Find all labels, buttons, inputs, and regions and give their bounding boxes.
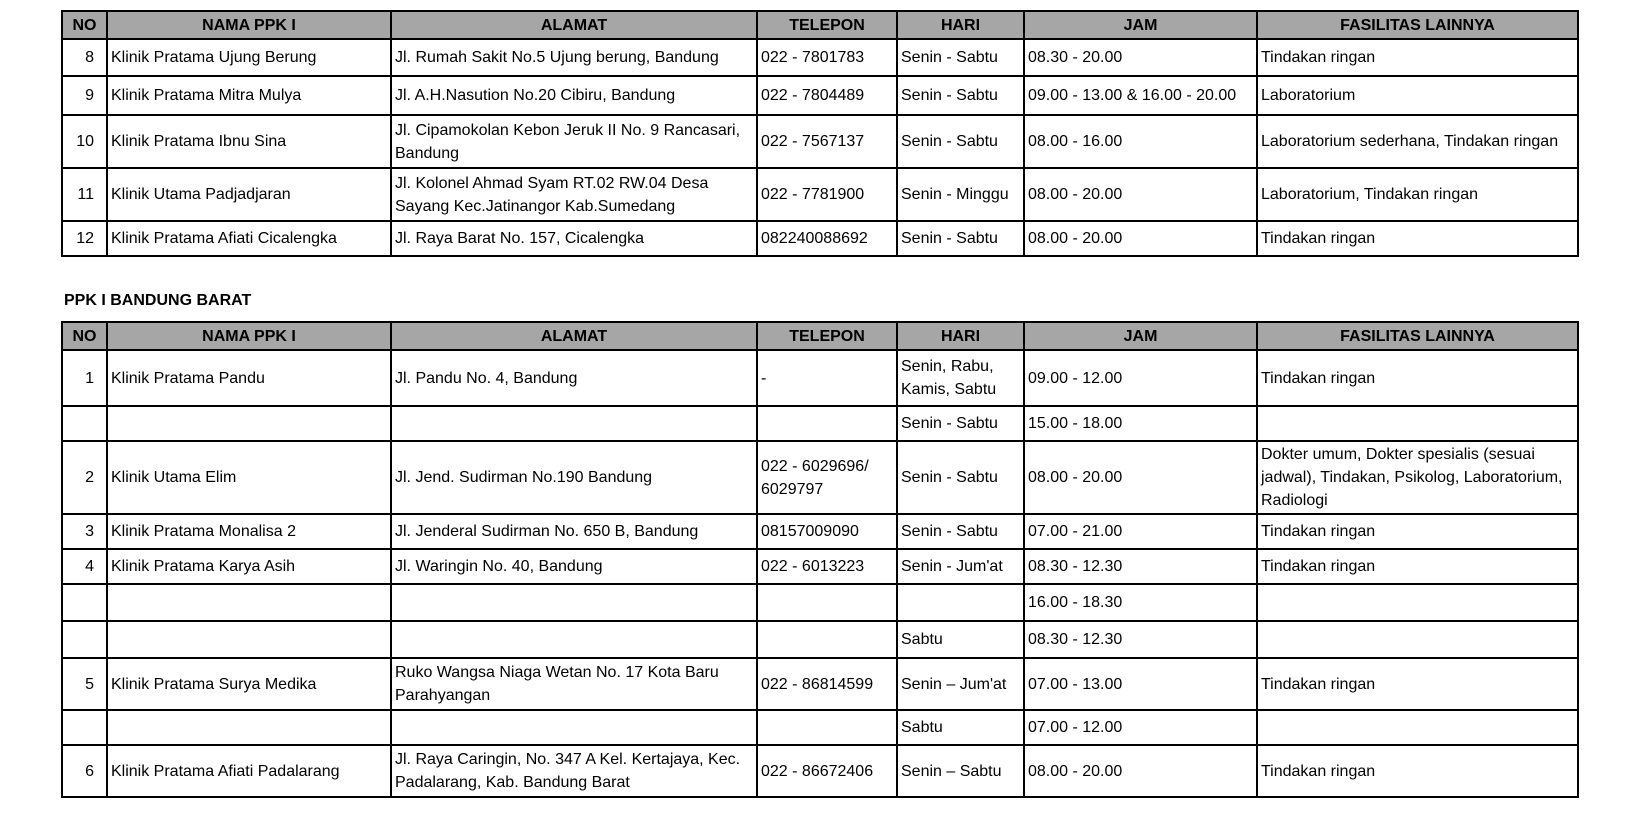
cell-alamat: Jl. Cipamokolan Kebon Jeruk II No. 9 Rancasari, Bandung (391, 115, 757, 168)
cell-telepon: 022 - 7781900 (757, 168, 897, 221)
cell-nama: Klinik Pratama Afiati Cicalengka (107, 221, 391, 256)
table-row (62, 621, 1578, 658)
header-hari: HARI (897, 11, 1024, 39)
table-header-row (62, 11, 1578, 39)
cell-alamat (391, 710, 757, 745)
cell-telepon: 022 - 7801783 (757, 39, 897, 76)
cell-hari (897, 584, 1024, 621)
cell-jam: 08.00 - 20.00 (1024, 745, 1257, 797)
cell-nama (107, 621, 391, 658)
cell-alamat: Ruko Wangsa Niaga Wetan No. 17 Kota Baru Parahyangan (391, 658, 757, 710)
cell-alamat: Jl. Kolonel Ahmad Syam RT.02 RW.04 Desa Sayang Kec.Jatinangor Kab.Sumedang (391, 168, 757, 221)
cell-no: 8 (62, 39, 107, 76)
cell-telepon: 022 - 7567137 (757, 115, 897, 168)
cell-jam: 15.00 - 18.00 (1024, 406, 1257, 441)
table-row (62, 76, 1578, 115)
cell-jam: 08.00 - 20.00 (1024, 221, 1257, 256)
table-row (62, 406, 1578, 441)
cell-jam: 08.30 - 12.30 (1024, 621, 1257, 658)
table-row (62, 514, 1578, 549)
cell-nama (107, 406, 391, 441)
cell-telepon: 022 - 86672406 (757, 745, 897, 797)
cell-telepon: 022 - 6029696/ 6029797 (757, 441, 897, 514)
cell-jam: 08.00 - 20.00 (1024, 441, 1257, 514)
table-row (62, 350, 1578, 406)
cell-alamat: Jl. Pandu No. 4, Bandung (391, 350, 757, 406)
cell-fasilitas (1257, 621, 1578, 658)
cell-telepon: 022 - 86814599 (757, 658, 897, 710)
table-row (62, 221, 1578, 256)
cell-nama: Klinik Pratama Ujung Berung (107, 39, 391, 76)
cell-alamat: Jl. Waringin No. 40, Bandung (391, 549, 757, 584)
cell-nama: Klinik Pratama Surya Medika (107, 658, 391, 710)
cell-nama: Klinik Pratama Pandu (107, 350, 391, 406)
cell-hari: Senin - Sabtu (897, 406, 1024, 441)
cell-nama: Klinik Pratama Ibnu Sina (107, 115, 391, 168)
cell-no: 4 (62, 549, 107, 584)
cell-no: 6 (62, 745, 107, 797)
table-row (62, 549, 1578, 584)
cell-hari: Senin - Sabtu (897, 221, 1024, 256)
header-nama: NAMA PPK I (107, 322, 391, 350)
ppk-table-1 (61, 10, 1579, 257)
table-2-body (62, 350, 1578, 797)
cell-nama: Klinik Utama Elim (107, 441, 391, 514)
cell-no (62, 710, 107, 745)
cell-hari: Senin - Jum'at (897, 549, 1024, 584)
cell-no: 11 (62, 168, 107, 221)
cell-alamat: Jl. A.H.Nasution No.20 Cibiru, Bandung (391, 76, 757, 115)
cell-nama: Klinik Pratama Afiati Padalarang (107, 745, 391, 797)
section-title: PPK I BANDUNG BARAT (64, 292, 252, 309)
cell-alamat: Jl. Jend. Sudirman No.190 Bandung (391, 441, 757, 514)
cell-no: 12 (62, 221, 107, 256)
cell-jam: 07.00 - 13.00 (1024, 658, 1257, 710)
table-1-body (62, 39, 1578, 256)
cell-fasilitas: Tindakan ringan (1257, 39, 1578, 76)
cell-fasilitas: Tindakan ringan (1257, 514, 1578, 549)
cell-telepon: 082240088692 (757, 221, 897, 256)
cell-jam: 08.30 - 12.30 (1024, 549, 1257, 584)
cell-jam: 07.00 - 12.00 (1024, 710, 1257, 745)
cell-nama (107, 584, 391, 621)
table-row (62, 39, 1578, 76)
header-no: NO (62, 11, 107, 39)
cell-fasilitas (1257, 406, 1578, 441)
cell-telepon: 08157009090 (757, 514, 897, 549)
table-row (62, 115, 1578, 168)
cell-no: 5 (62, 658, 107, 710)
header-jam: JAM (1024, 11, 1257, 39)
cell-fasilitas (1257, 710, 1578, 745)
cell-telepon: 022 - 7804489 (757, 76, 897, 115)
cell-hari: Sabtu (897, 621, 1024, 658)
cell-nama: Klinik Utama Padjadjaran (107, 168, 391, 221)
cell-nama: Klinik Pratama Mitra Mulya (107, 76, 391, 115)
cell-fasilitas: Laboratorium, Tindakan ringan (1257, 168, 1578, 221)
cell-telepon (757, 710, 897, 745)
cell-alamat (391, 621, 757, 658)
cell-jam: 08.00 - 16.00 (1024, 115, 1257, 168)
header-telepon: TELEPON (757, 322, 897, 350)
header-alamat: ALAMAT (391, 322, 757, 350)
header-no: NO (62, 322, 107, 350)
cell-fasilitas: Tindakan ringan (1257, 745, 1578, 797)
cell-no (62, 406, 107, 441)
header-fasilitas: FASILITAS LAINNYA (1257, 11, 1578, 39)
cell-telepon: 022 - 6013223 (757, 549, 897, 584)
cell-fasilitas: Tindakan ringan (1257, 658, 1578, 710)
cell-alamat: Jl. Rumah Sakit No.5 Ujung berung, Bandung (391, 39, 757, 76)
cell-jam: 08.00 - 20.00 (1024, 168, 1257, 221)
header-jam: JAM (1024, 322, 1257, 350)
cell-no: 2 (62, 441, 107, 514)
cell-no: 1 (62, 350, 107, 406)
header-telepon: TELEPON (757, 11, 897, 39)
cell-no: 3 (62, 514, 107, 549)
cell-jam: 09.00 - 12.00 (1024, 350, 1257, 406)
cell-no (62, 621, 107, 658)
cell-fasilitas: Laboratorium (1257, 76, 1578, 115)
cell-jam: 09.00 - 13.00 & 16.00 - 20.00 (1024, 76, 1257, 115)
cell-nama (107, 710, 391, 745)
cell-hari: Senin - Sabtu (897, 76, 1024, 115)
cell-hari: Senin – Jum'at (897, 658, 1024, 710)
cell-alamat (391, 406, 757, 441)
cell-hari: Senin – Sabtu (897, 745, 1024, 797)
header-nama: NAMA PPK I (107, 11, 391, 39)
cell-hari: Senin - Sabtu (897, 115, 1024, 168)
header-fasilitas: FASILITAS LAINNYA (1257, 322, 1578, 350)
cell-no: 10 (62, 115, 107, 168)
cell-hari: Senin - Minggu (897, 168, 1024, 221)
cell-alamat: Jl. Raya Caringin, No. 347 A Kel. Kertajaya, Kec. Padalarang, Kab. Bandung Barat (391, 745, 757, 797)
cell-hari: Senin - Sabtu (897, 514, 1024, 549)
table-row (62, 710, 1578, 745)
header-hari: HARI (897, 322, 1024, 350)
cell-fasilitas: Dokter umum, Dokter spesialis (sesuai jadwal), Tindakan, Psikolog, Laboratorium, Radiologi (1257, 441, 1578, 514)
table-row (62, 658, 1578, 710)
cell-telepon: - (757, 350, 897, 406)
cell-fasilitas: Tindakan ringan (1257, 549, 1578, 584)
table-row (62, 441, 1578, 514)
ppk-table-2 (61, 321, 1579, 798)
cell-hari: Senin - Sabtu (897, 441, 1024, 514)
table-header-row (62, 322, 1578, 350)
cell-alamat: Jl. Jenderal Sudirman No. 650 B, Bandung (391, 514, 757, 549)
cell-nama: Klinik Pratama Monalisa 2 (107, 514, 391, 549)
cell-alamat (391, 584, 757, 621)
cell-hari: Senin, Rabu, Kamis, Sabtu (897, 350, 1024, 406)
cell-fasilitas (1257, 584, 1578, 621)
cell-no (62, 584, 107, 621)
cell-telepon (757, 584, 897, 621)
cell-telepon (757, 406, 897, 441)
cell-jam: 16.00 - 18.30 (1024, 584, 1257, 621)
cell-no: 9 (62, 76, 107, 115)
cell-alamat: Jl. Raya Barat No. 157, Cicalengka (391, 221, 757, 256)
cell-telepon (757, 621, 897, 658)
table-row (62, 168, 1578, 221)
cell-jam: 08.30 - 20.00 (1024, 39, 1257, 76)
cell-nama: Klinik Pratama Karya Asih (107, 549, 391, 584)
table-row (62, 584, 1578, 621)
cell-fasilitas: Tindakan ringan (1257, 350, 1578, 406)
cell-fasilitas: Laboratorium sederhana, Tindakan ringan (1257, 115, 1578, 168)
cell-jam: 07.00 - 21.00 (1024, 514, 1257, 549)
cell-hari: Senin - Sabtu (897, 39, 1024, 76)
cell-fasilitas: Tindakan ringan (1257, 221, 1578, 256)
header-alamat: ALAMAT (391, 11, 757, 39)
cell-hari: Sabtu (897, 710, 1024, 745)
table-row (62, 745, 1578, 797)
